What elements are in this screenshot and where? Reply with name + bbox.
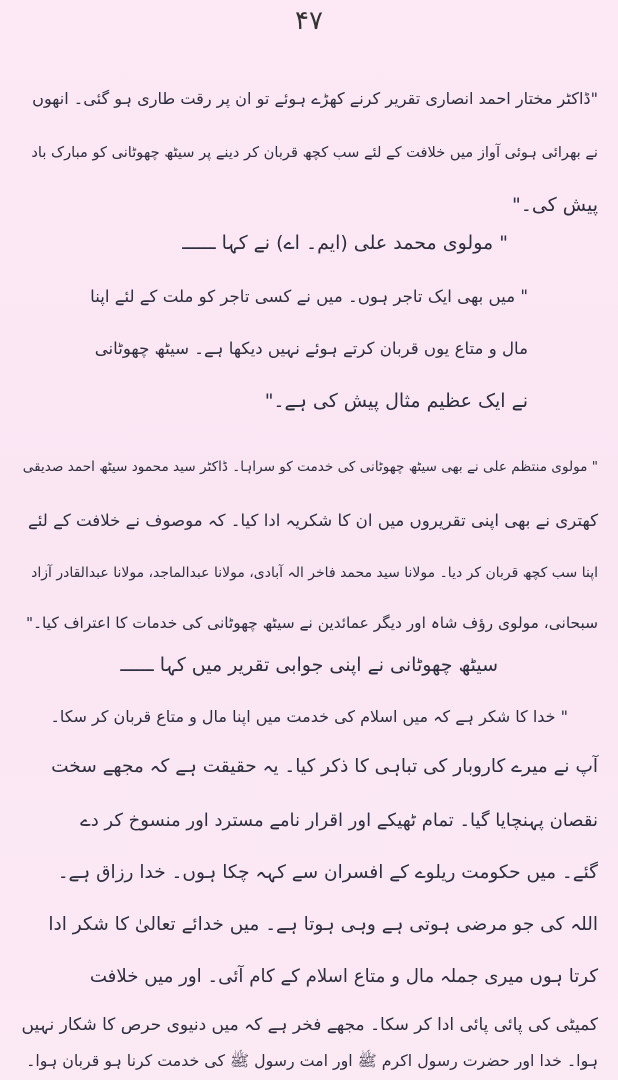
reply-quote-line-6: کرتا ہوں میری جملہ مال و متاع اسلام کے کام آئی۔ اور میں خلافت [89, 966, 598, 987]
maulvi-ali-intro: " مولوی محمد علی (ایم۔ اے) نے کہا ــــــ [182, 232, 508, 254]
maulvi-ali-quote-line-1: " میں بھی ایک تاجر ہوں۔ میں نے کسی تاجر کو ملت کے لئے اپنا [90, 287, 528, 306]
maulvi-ali-quote-line-3: نے ایک عظیم مثال پیش کی ہے۔" [264, 390, 528, 412]
reply-quote-line-5: اللہ کی جو مرضی ہوتی ہے وہی ہوتا ہے۔ میں خدائے تعالیٰ کا شکر ادا [48, 914, 598, 935]
maulvi-ali-quote-line-2: مال و متاع یوں قربان کرتے ہوئے نہیں دیکھا ہے۔ سیٹھ چھوٹانی [94, 339, 528, 358]
reply-quote-line-7: کمیٹی کی پائی پائی ادا کر سکا۔ مجھے فخر ہے کہ میں دنیوی حرص کا شکار نہیں [21, 1015, 598, 1035]
reply-quote-line-8: ہوا۔ خدا اور حضرت رسول اکرم ﷺ اور امت رسول ﷺ کی خدمت کرنا ہو قربان ہوا۔ [26, 1051, 598, 1070]
reply-intro: سیٹھ چھوٹانی نے اپنی جوابی تقریر میں کہا ــــــ [120, 654, 498, 676]
ansari-quote-line-3: پیش کی۔" [511, 194, 598, 216]
reply-quote-line-4: گئے۔ میں حکومت ریلوے کے افسران سے کہہ چکا ہوں۔ خدا رزاق ہے۔ [57, 862, 598, 883]
reply-quote-line-3: نقصان پہنچایا گیا۔ تمام ٹھیکے اور اقرار نامے مسترد اور منسوخ کر دے [80, 810, 598, 831]
tributes-line-3: اپنا سب کچھ قربان کر دیا۔ مولانا سید محمد فاخر الہ آبادی، مولانا عبدالماجد، مولانا عبدالقادر آزاد [31, 565, 598, 581]
tributes-line-4: سبحانی، مولوی رؤف شاہ اور دیگر عمائدین نے سیٹھ چھوٹانی کی خدمات کا اعتراف کیا۔" [25, 614, 598, 632]
reply-quote-line-1: " خدا کا شکر ہے کہ میں اسلام کی خدمت میں اپنا مال و متاع قربان کر سکا۔ [50, 707, 568, 726]
reply-quote-line-2: آپ نے میرے کاروبار کی تباہی کا ذکر کیا۔ یہ حقیقت ہے کہ مجھے سخت [51, 756, 598, 777]
tributes-line-2: کھتری نے بھی اپنی تقریروں میں ان کا شکریہ ادا کیا۔ کہ موصوف نے خلافت کے لئے [28, 511, 598, 530]
page-number: ۴۷ [295, 6, 323, 36]
ansari-quote-line-1: "ڈاکٹر مختار احمد انصاری تقریر کرنے کھڑے ہوئے تو ان پر رقت طاری ہو گئی۔ انھوں [32, 89, 598, 108]
ansari-quote-line-2: نے بھرائی ہوئی آواز میں خلافت کے لئے سب کچھ قربان کر دینے پر سیٹھ چھوٹانی کو مبارک باد [31, 144, 598, 161]
tributes-line-1: " مولوی منتظم علی نے بھی سیٹھ چھوٹانی کی خدمت کو سراہا۔ ڈاکٹر سید محمود سیٹھ احمد صدیقی [22, 459, 598, 475]
